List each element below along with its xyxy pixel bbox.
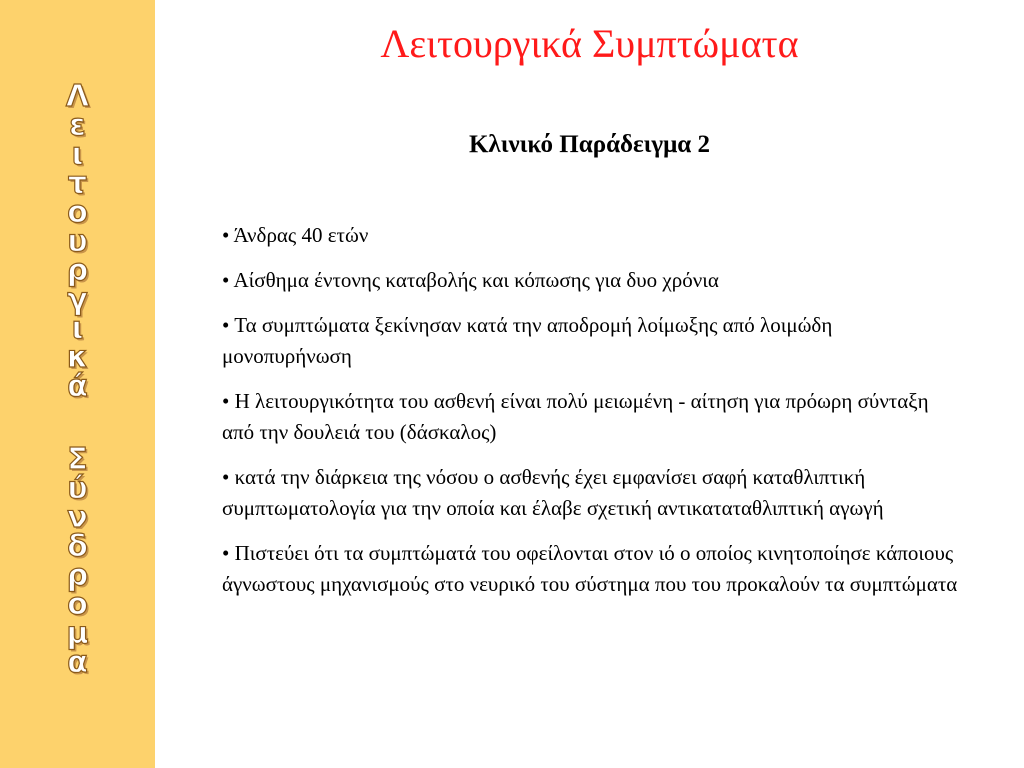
sidebar-letter: ν (67, 500, 88, 535)
sidebar-letter: δ (67, 529, 88, 564)
sidebar-vertical-word-1 (0, 79, 155, 404)
bullet-list (222, 220, 962, 614)
bullet-item: • Άνδρας 40 ετών (222, 223, 369, 247)
bullet-item: • Αίσθημα έντονης καταβολής και κόπωσης για δυο χρόνια (222, 268, 719, 292)
sidebar-letter: α (67, 645, 88, 680)
sidebar-letter: τ (67, 166, 88, 201)
bullet-item: • Τα συμπτώματα ξεκίνησαν κατά την αποδρομή λοίμωξης από λοιμώδη μονοπυρήνωση (222, 313, 833, 368)
sidebar-letter: ο (67, 195, 88, 230)
sidebar-letter: ύ (67, 471, 88, 506)
sidebar-letter: ι (71, 137, 84, 172)
sidebar-letter: ι (71, 311, 84, 346)
sidebar-panel (0, 0, 155, 768)
slide-subtitle: Κλινικό Παράδειγμα 2 (468, 131, 710, 158)
bullet-item: • Πιστεύει ότι τα συμπτώματά του οφείλονται στον ιό ο οποίος κινητοποίησε κάποιους άγνωστους μηχανισμούς στο νευρικό του σύστημα που του προκαλούν τα συμπτώματα (222, 541, 958, 596)
slide-title: Λειτουργικά Συμπτώματα (380, 21, 799, 66)
sidebar-letter: ε (69, 108, 86, 143)
sidebar-letter: κ (66, 340, 89, 375)
sidebar-letter: Σ (67, 442, 88, 477)
bullet-item: • κατά την διάρκεια της νόσου ο ασθενής έχει εμφανίσει σαφή καταθλιπτική συμπτωματολογία για την οποία και έλαβε σχετική αντικαταταθλιπτική αγωγή (222, 465, 884, 520)
sidebar-letter: μ (66, 616, 89, 651)
sidebar-letter: γ (67, 282, 88, 317)
sidebar-vertical-word-2 (0, 442, 155, 680)
bullet-item: • Η λειτουργικότητα του ασθενή είναι πολύ μειωμένη - αίτηση για πρόωρη σύνταξη από την δουλειά του (δάσκαλος) (222, 389, 929, 444)
sidebar-letter: ρ (66, 558, 89, 593)
sidebar-letter: Λ (65, 79, 90, 114)
sidebar-letter: ρ (66, 253, 89, 288)
sidebar-letter: ο (67, 587, 88, 622)
sidebar-letter: ά (67, 369, 88, 404)
sidebar-letter: υ (67, 224, 88, 259)
